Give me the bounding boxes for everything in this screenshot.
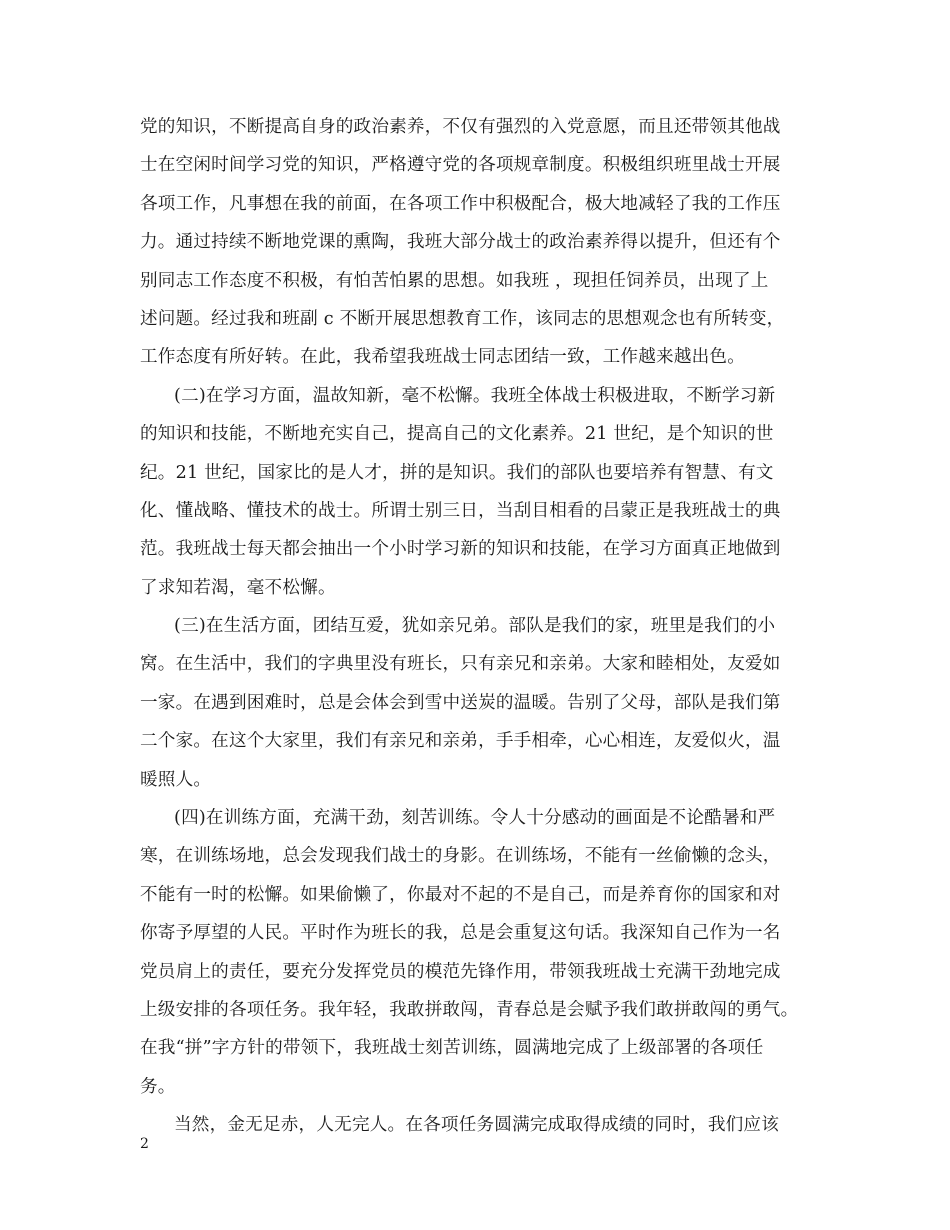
text-line: 别同志工作态度不积极，有怕苦怕累的思想。如我班 ，现担任饲养员，出现了上 [140, 270, 769, 291]
text-line: 寒，在训练场地，总会发现我们战士的身影。在训练场，不能有一丝偷懒的念头， [140, 846, 781, 867]
paragraph-first-line: (三)在生活方面，团结互爱，犹如亲兄弟。部队是我们的家，班里是我们的小 [174, 616, 776, 637]
text-line: 范。我班战士每天都会抽出一个小时学习新的知识和技能，在学习方面真正地做到 [140, 539, 781, 560]
body-text [140, 108, 820, 1145]
text-line: 工作态度有所好转。在此，我希望我班战士同志团结一致，工作越来越出色。 [140, 347, 745, 368]
text-line: 不能有一时的松懈。如果偷懒了，你最对不起的不是自己，而是养育你的国家和对 [140, 884, 781, 905]
text-line: 党员肩上的责任，要充分发挥党员的模范先锋作用，带领我班战士充满干劲地完成 [140, 961, 781, 982]
text-line: 在我“拼”字方针的带领下，我班战士刻苦训练，圆满地完成了上级部署的各项任 [140, 1038, 764, 1059]
text-line: 述问题。经过我和班副 c 不断开展思想教育工作，该同志的思想观念也有所转变， [140, 308, 785, 329]
page-number: 2 [140, 1136, 149, 1152]
text-line: 一家。在遇到困难时，总是会体会到雪中送炭的温暖。告别了父母，部队是我们第 [140, 692, 781, 713]
text-line: 士在空闲时间学习党的知识，严格遵守党的各项规章制度。积极组织班里战士开展 [140, 155, 781, 176]
text-line: 的知识和技能，不断地充实自己，提高自己的文化素养。21 世纪，是个知识的世 [140, 424, 774, 445]
text-line: 了求知若渴，毫不松懈。 [140, 577, 336, 598]
text-line: 党的知识，不断提高自身的政治素养，不仅有强烈的入党意愿，而且还带领其他战 [140, 117, 781, 137]
paragraph-first-line: 当然，金无足赤，人无完人。在各项任务圆满完成取得成绩的同时，我们应该 [174, 1115, 779, 1136]
text-line: 你寄予厚望的人民。平时作为班长的我，总是会重复这句话。我深知自己作为一名 [140, 923, 781, 944]
text-line: 二个家。在这个大家里，我们有亲兄和亲弟，手手相牵，心心相连，友爱似火，温 [140, 731, 781, 752]
paragraph-first-line: (四)在训练方面，充满干劲，刻苦训练。令人十分感动的画面是不论酷暑和严 [174, 808, 776, 829]
text-line: 务。 [140, 1076, 176, 1097]
paragraph-first-line: (二)在学习方面，温故知新，毫不松懈。我班全体战士积极进取，不断学习新 [174, 385, 776, 406]
text-line: 化、懂战略、懂技术的战士。所谓士别三日，当刮目相看的吕蒙正是我班战士的典 [140, 500, 781, 521]
text-line: 窝。在生活中，我们的字典里没有班长，只有亲兄和亲弟。大家和睦相处，友爱如 [140, 654, 781, 675]
text-line: 纪。21 世纪，国家比的是人才，拼的是知识。我们的部队也要培养有智慧、有文 [140, 462, 774, 483]
text-line: 上级安排的各项任务。我年轻，我敢拼敢闯，青春总是会赋予我们敢拼敢闯的勇气。 [140, 999, 799, 1020]
text-line: 暖照人。 [140, 769, 212, 790]
text-line: 各项工作，凡事想在我的前面，在各项工作中积极配合，极大地减轻了我的工作压 [140, 193, 781, 214]
text-line: 力。通过持续不断地党课的熏陶，我班大部分战士的政治素养得以提升，但还有个 [140, 232, 781, 253]
